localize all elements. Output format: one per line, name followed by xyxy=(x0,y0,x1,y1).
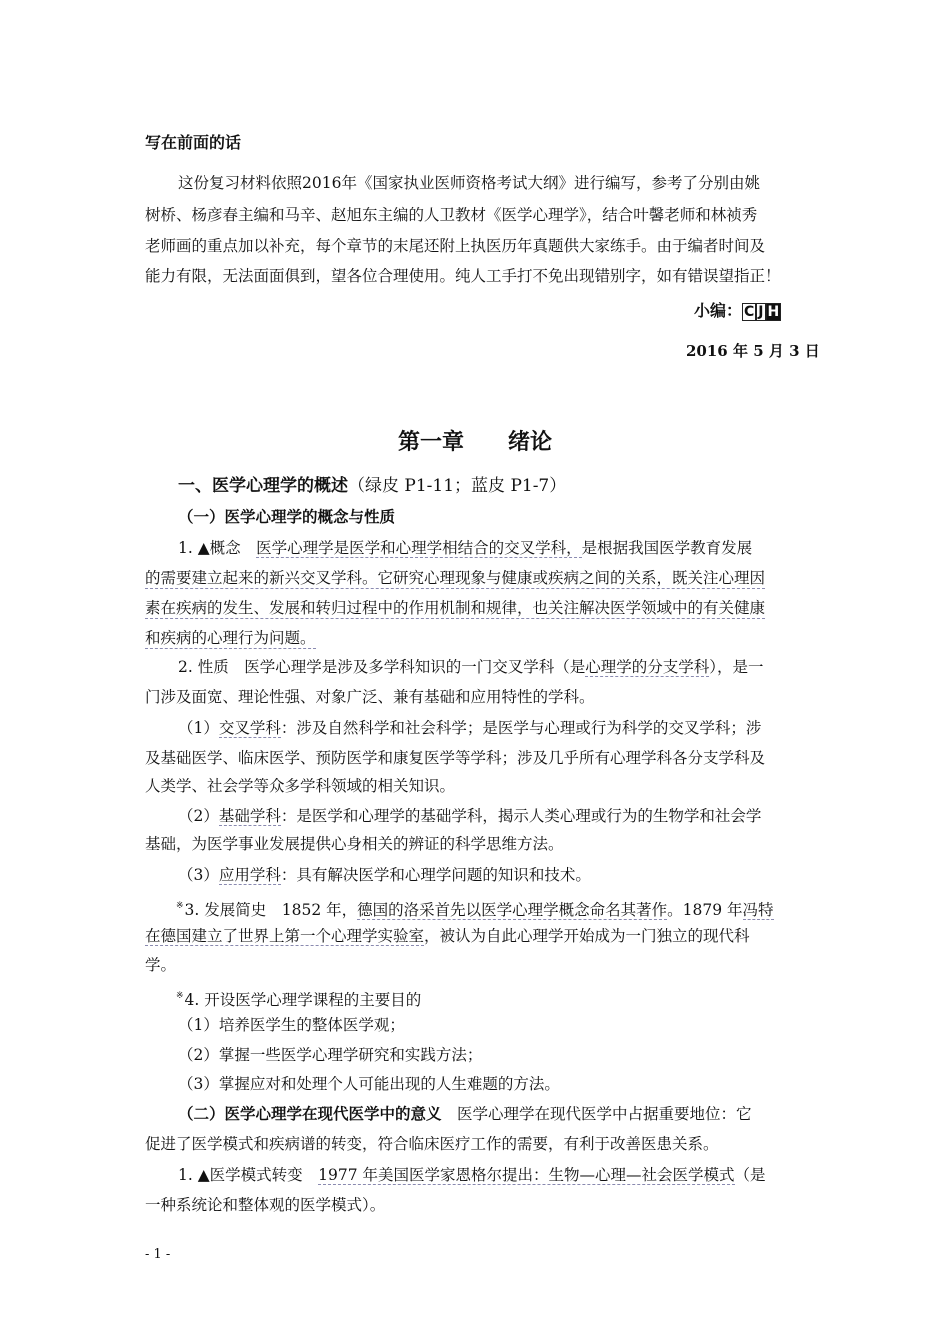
nature-2-line-2: 基础，为医学事业发展提供心身相关的辨证的科学思维方法。 xyxy=(145,835,564,853)
item-5-key: 1977 年美国医学家恩格尔提出：生物—心理—社会医学模式 xyxy=(318,1166,735,1184)
item-3-mid: 。1879 年 xyxy=(667,901,743,919)
nature-1-text: ：涉及自然科学和社会科学；是医学与心理或行为科学的交叉学科；涉 xyxy=(280,719,762,737)
item-1-line-2: 的需要建立起来的新兴交叉学科。它研究心理现象与健康或疾病之间的关系，既关注心理因 xyxy=(145,569,766,587)
nature-2-text: ：是医学和心理学的基础学科，揭示人类心理或行为的生物学和社会学 xyxy=(280,807,762,825)
item-5-line-2: 一种系统论和整体观的医学模式）。 xyxy=(145,1196,386,1214)
nature-2-line-1 xyxy=(178,806,761,826)
section-1-note: （绿皮 P1-11；蓝皮 P1-7） xyxy=(348,476,567,496)
item-5-lead: 1. ▲医学模式转变 xyxy=(178,1166,319,1184)
page-number: - 1 - xyxy=(145,1247,171,1262)
item-4-goal-3: （3）掌握应对和处理个人可能出现的人生难题的方法。 xyxy=(178,1075,560,1093)
editor-initial-j: J xyxy=(758,304,764,320)
editor-label: 小编： xyxy=(694,301,743,320)
preface-line-2: 树桥、杨彦春主编和马辛、赵旭东主编的人卫教材《医学心理学》，结合叶馨老师和林祯秀 xyxy=(145,206,758,224)
preface-line-3: 老师画的重点加以补充，每个章节的末尾还附上执医历年真题供大家练手。由于编者时间及 xyxy=(145,237,766,255)
preface-line-4: 能力有限，无法面面俱到，望各位合理使用。纯人工手打不免出现错别字，如有错误望指正！ xyxy=(145,267,781,285)
item-4-goal-1: （1）培养医学生的整体医学观； xyxy=(178,1016,405,1034)
nature-2-key: 基础学科 xyxy=(218,807,281,825)
nature-1-num: （1） xyxy=(178,719,219,737)
nature-1-line-2: 及基础医学、临床医学、预防医学和康复医学等学科；涉及几乎所有心理学科各分支学科及 xyxy=(145,749,766,767)
editor-initial-c: C xyxy=(744,304,755,320)
item-1-line-1 xyxy=(178,538,752,558)
item-3-line-2 xyxy=(145,926,750,946)
nature-1-key: 交叉学科 xyxy=(218,719,281,737)
preface-line-1: 这份复习材料依照2016年《国家执业医师资格考试大纲》进行编写，参考了分别由姚 xyxy=(178,174,760,192)
item-2-lead: 2. 性质 医学心理学是涉及多学科知识的一门交叉学科（是 xyxy=(178,658,586,676)
subsection-2-line-2: 促进了医学模式和疾病谱的转变，符合临床医疗工作的需要，有利于改善医患关系。 xyxy=(145,1135,719,1153)
item-3-key-1: 德国的洛采首先以医学心理学概念命名其著作 xyxy=(357,901,668,919)
nature-3-text: ：具有解决医学和心理学问题的知识和技术。 xyxy=(280,866,591,884)
item-1-line-4: 和疾病的心理行为问题。 xyxy=(145,629,316,647)
subsection-2-text: 医学心理学在现代医学中占据重要地位：它 xyxy=(441,1105,752,1123)
nature-2-num: （2） xyxy=(178,807,219,825)
item-5-line-1 xyxy=(178,1165,766,1185)
item-2-line-2: 门涉及面宽、理论性强、对象广泛、兼有基础和应用特性的学科。 xyxy=(145,688,595,706)
item-4-line-1 xyxy=(176,986,421,1010)
nature-3-key: 应用学科 xyxy=(218,866,281,884)
editor-initial-h: H xyxy=(767,304,780,320)
item-3-line-3: 学。 xyxy=(145,956,177,974)
preface-heading: 写在前面的话 xyxy=(145,133,242,152)
item-4-goal-2: （2）掌握一些医学心理学研究和实践方法； xyxy=(178,1046,483,1064)
item-3-key-3: 在德国建立了世界上第一个心理学实验室 xyxy=(145,927,425,945)
nature-3-line-1 xyxy=(178,865,591,885)
item-1-text: 是根据我国医学教育发展 xyxy=(581,539,753,557)
section-1-heading xyxy=(178,471,566,496)
subsection-1-title: （一）医学心理学的概念与性质 xyxy=(178,507,396,526)
nature-1-line-1 xyxy=(178,718,761,738)
chapter-title: 第一章 绪论 xyxy=(397,429,552,455)
item-3-mark: ※ xyxy=(176,901,184,911)
editor-signature xyxy=(694,298,781,321)
item-1-line-3: 素在疾病的发生、发展和转归过程中的作用机制和规律，也关注解决医学领域中的有关健康 xyxy=(145,599,766,617)
nature-3-num: （3） xyxy=(178,866,219,884)
item-4-lead: 4. 开设医学心理学课程的主要目的 xyxy=(184,991,422,1009)
nature-1-line-3: 人类学、社会学等众多学科领域的相关知识。 xyxy=(145,777,456,795)
item-2-tail: ），是一 xyxy=(709,658,764,676)
preface-date: 2016 年 5 月 3 日 xyxy=(686,342,820,360)
section-1-title: 一、医学心理学的概述 xyxy=(178,476,348,496)
item-3-text: ，被认为自此心理学开始成为一门独立的现代科 xyxy=(424,927,750,945)
subsection-2-line-1 xyxy=(178,1104,752,1124)
item-3-key-2: 冯特 xyxy=(742,901,774,919)
item-2-line-1 xyxy=(178,657,764,677)
subsection-2-title: （二）医学心理学在现代医学中的意义 xyxy=(178,1104,442,1123)
item-5-tail: （是 xyxy=(734,1166,766,1184)
item-2-key: 心理学的分支学科 xyxy=(585,658,710,676)
item-1-key-text: 医学心理学是医学和心理学相结合的交叉学科， xyxy=(256,539,582,557)
item-3-lead: 3. 发展简史 1852 年， xyxy=(184,901,358,919)
item-3-line-1 xyxy=(176,896,774,920)
item-4-mark: ※ xyxy=(176,991,184,1001)
item-1-lead: 1. ▲概念 xyxy=(178,539,257,557)
